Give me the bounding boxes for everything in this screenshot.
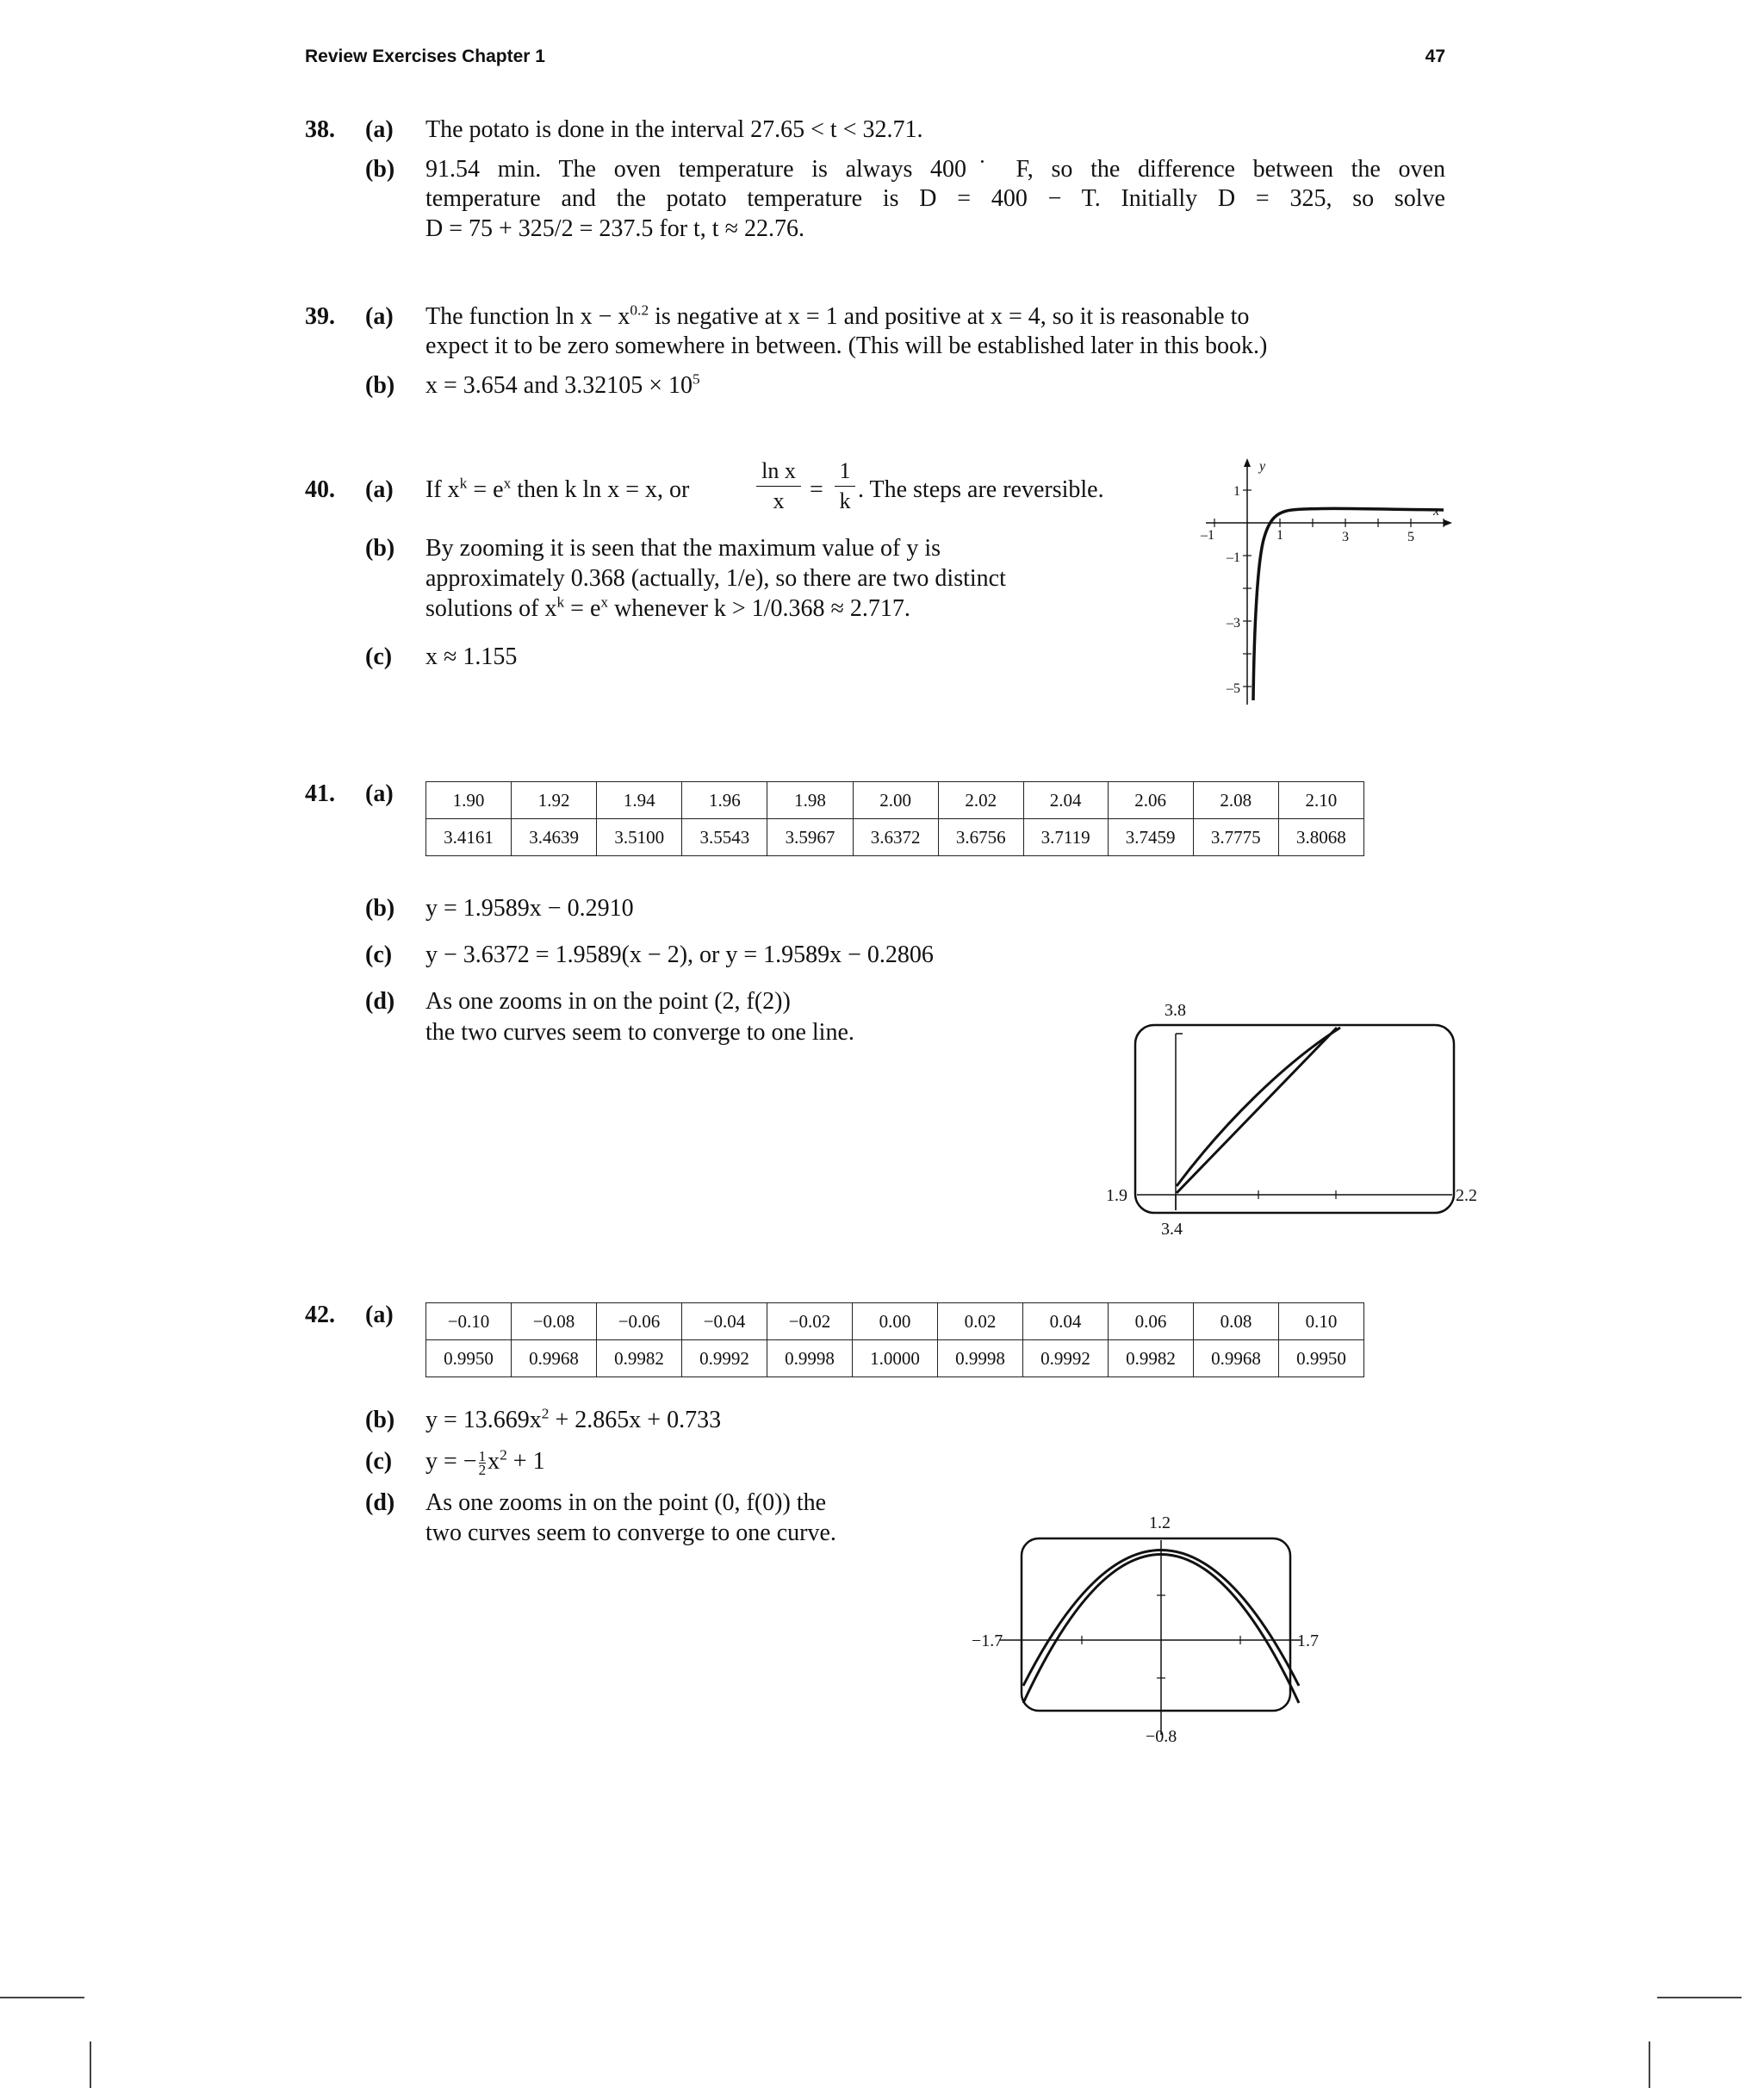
table-cell: −0.02 bbox=[767, 1303, 853, 1340]
problem-38a-text: The potato is done in the interval 27.65 < t < 32.71. bbox=[425, 116, 923, 143]
fraction-1-denominator: x bbox=[773, 488, 785, 513]
table-cell: 0.9998 bbox=[767, 1340, 853, 1377]
problem-41b-text: y = 1.9589x − 0.2910 bbox=[425, 895, 634, 922]
table-cell: 0.9992 bbox=[1023, 1340, 1109, 1377]
problem-40a-fraction-2 bbox=[832, 458, 858, 514]
problem-40-number: 40. bbox=[305, 476, 335, 503]
table-cell: 3.4639 bbox=[512, 819, 597, 856]
problem-41d-line-2: the two curves seem to converge to one line. bbox=[425, 1019, 854, 1046]
problem-40a-text-start: If $x^k = e^x$ then k ln x = x, or bbox=[425, 475, 690, 503]
table-cell: 0.00 bbox=[853, 1303, 938, 1340]
table-cell: 3.5967 bbox=[767, 819, 853, 856]
table-cell: 1.0000 bbox=[853, 1340, 938, 1377]
problem-42b-label: (b) bbox=[365, 1407, 395, 1433]
table-cell: −0.06 bbox=[597, 1303, 682, 1340]
crop-mark bbox=[1657, 1997, 1742, 1998]
problem-42c-label: (c) bbox=[365, 1448, 393, 1475]
problem-38b-line-3: D = 75 + 325/2 = 237.5 for t, t ≈ 22.76. bbox=[425, 215, 804, 242]
table-cell: 1.90 bbox=[426, 782, 512, 819]
page-number: 47 bbox=[1425, 47, 1445, 66]
table-cell: 0.10 bbox=[1279, 1303, 1364, 1340]
table-cell: 2.02 bbox=[938, 782, 1023, 819]
problem-42d-label: (d) bbox=[365, 1489, 395, 1516]
graph-xmax-label: 1.7 bbox=[1297, 1631, 1319, 1650]
problem-38b-line-1: 91.54 min. The oven temperature is always 400˙ F, so the difference between the oven bbox=[425, 156, 1445, 183]
problem-39b-text: x = 3.654 and $3.32105 \times 10^5$ bbox=[425, 370, 700, 399]
table-row-x bbox=[426, 782, 1364, 819]
graph-ymax-label: 3.8 bbox=[1165, 1001, 1186, 1020]
fraction-2-numerator: 1 bbox=[839, 458, 851, 483]
problem-40b-line-2: approximately 0.368 (actually, 1/e), so there are two distinct bbox=[425, 565, 1006, 592]
table-cell: 3.6372 bbox=[853, 819, 938, 856]
y-tick-label-neg1: –1 bbox=[1227, 550, 1240, 565]
problem-40-graph bbox=[1197, 455, 1456, 713]
problem-40a-text-end: . The steps are reversible. bbox=[858, 476, 1104, 503]
problem-41d-label: (d) bbox=[365, 988, 395, 1015]
problem-41d-line-1: As one zooms in on the point (2, f(2)) bbox=[425, 988, 791, 1015]
problem-41c-label: (c) bbox=[365, 941, 393, 968]
problem-39a-line-1-text: The function $\ln x - x^{0.2}$ is negative at x = 1 and positive at x = 4, so it is reasonable to bbox=[425, 301, 1250, 330]
problem-42b-text: $y = 13.669x^2 + 2.865x + 0.733$ bbox=[425, 1405, 722, 1433]
problem-41-table bbox=[425, 781, 1364, 856]
problem-40c-text: x ≈ 1.155 bbox=[425, 643, 518, 670]
table-cell: 3.7459 bbox=[1108, 819, 1193, 856]
half-fraction: $\frac{1}{2}$ bbox=[478, 1448, 487, 1479]
y-tick-label-neg5: –5 bbox=[1227, 681, 1240, 696]
graph-xmin-label: 1.9 bbox=[1106, 1186, 1127, 1205]
table-cell: 0.9982 bbox=[597, 1340, 682, 1377]
table-cell: 0.9998 bbox=[938, 1340, 1023, 1377]
graph-ymin-label: −0.8 bbox=[1146, 1727, 1177, 1746]
table-cell: 2.10 bbox=[1278, 782, 1363, 819]
table-row-y bbox=[426, 819, 1364, 856]
table-cell: 0.9982 bbox=[1109, 1340, 1194, 1377]
table-cell: 2.04 bbox=[1023, 782, 1108, 819]
problem-39a-line-1 bbox=[425, 302, 1445, 332]
problem-39a-label: (a) bbox=[365, 303, 394, 330]
problem-42a-label: (a) bbox=[365, 1302, 394, 1328]
problem-39-number: 39. bbox=[305, 303, 335, 330]
table-cell: 0.9992 bbox=[682, 1340, 767, 1377]
problem-42d-line-1: As one zooms in on the point (0, f(0)) the bbox=[425, 1489, 827, 1516]
graph-ymax-label: 1.2 bbox=[1149, 1513, 1171, 1532]
table-cell: 3.8068 bbox=[1278, 819, 1363, 856]
table-cell: 0.06 bbox=[1109, 1303, 1194, 1340]
problem-42d-line-2: two curves seem to converge to one curve. bbox=[425, 1519, 836, 1546]
x-tick-label-1: 1 bbox=[1276, 528, 1283, 543]
table-cell: 3.7119 bbox=[1023, 819, 1108, 856]
problem-41b-label: (b) bbox=[365, 895, 395, 922]
table-cell: 0.9968 bbox=[1194, 1340, 1279, 1377]
table-cell: −0.04 bbox=[682, 1303, 767, 1340]
table-cell: 3.5100 bbox=[597, 819, 682, 856]
table-cell: 3.4161 bbox=[426, 819, 512, 856]
problem-41a-label: (a) bbox=[365, 780, 394, 807]
table-cell: 2.08 bbox=[1193, 782, 1278, 819]
y-axis-arrow bbox=[1244, 458, 1251, 467]
table-cell: 3.6756 bbox=[938, 819, 1023, 856]
problem-40b-line-1: By zooming it is seen that the maximum value of y is bbox=[425, 535, 941, 562]
table-cell: 1.98 bbox=[767, 782, 853, 819]
problem-38a-label: (a) bbox=[365, 116, 394, 143]
table-cell: 0.02 bbox=[938, 1303, 1023, 1340]
x-axis-label: x bbox=[1433, 504, 1440, 519]
table-cell: 1.96 bbox=[682, 782, 767, 819]
problem-40a-label: (a) bbox=[365, 476, 394, 503]
problem-42c-text: y = − $\frac{1}{2}$ $x^2 + 1$ bbox=[425, 1446, 545, 1479]
fraction-1-numerator: ln x bbox=[761, 458, 796, 483]
problem-42-number: 42. bbox=[305, 1302, 335, 1328]
table-cell: 0.9950 bbox=[426, 1340, 512, 1377]
table-cell: −0.10 bbox=[426, 1303, 512, 1340]
problem-40a-equals: = bbox=[810, 476, 823, 503]
crop-mark bbox=[90, 2041, 91, 2088]
graph-ymin-label: 3.4 bbox=[1161, 1220, 1183, 1239]
x-tick-label-5: 5 bbox=[1407, 530, 1414, 544]
problem-38-number: 38. bbox=[305, 116, 335, 143]
graph-xmin-label: −1.7 bbox=[972, 1631, 1003, 1650]
problem-42-graph bbox=[973, 1509, 1352, 1750]
crop-mark bbox=[1649, 2041, 1650, 2088]
problem-41-graph bbox=[1094, 995, 1477, 1245]
table-row-x bbox=[426, 1303, 1364, 1340]
problem-41-number: 41. bbox=[305, 780, 335, 807]
table-cell: 3.7775 bbox=[1193, 819, 1278, 856]
problem-38b-line-2: temperature and the potato temperature is D = 400 − T. Initially D = 325, so solve bbox=[425, 185, 1445, 212]
x-axis-arrow bbox=[1444, 519, 1452, 526]
table-cell: 2.06 bbox=[1108, 782, 1193, 819]
graph-xmax-label: 2.2 bbox=[1456, 1186, 1477, 1205]
table-row-y bbox=[426, 1340, 1364, 1377]
problem-40a-fraction-1 bbox=[753, 458, 804, 514]
table-cell: 1.92 bbox=[512, 782, 597, 819]
table-cell: 1.94 bbox=[597, 782, 682, 819]
crop-mark bbox=[0, 1997, 84, 1998]
table-cell: −0.08 bbox=[512, 1303, 597, 1340]
tangent-line bbox=[1177, 1028, 1337, 1193]
table-cell: 2.00 bbox=[853, 782, 938, 819]
fraction-2-denominator: k bbox=[839, 488, 851, 513]
problem-40c-label: (c) bbox=[365, 643, 393, 670]
y-tick-label-1: 1 bbox=[1233, 484, 1240, 499]
y-tick-label-neg3: –3 bbox=[1227, 616, 1240, 631]
calculator-window-frame bbox=[1022, 1538, 1290, 1711]
problem-40b-line-3: solutions of $x^k = e^x$ whenever k > 1/0.368 ≈ 2.717. bbox=[425, 593, 910, 622]
fraction-1-bar bbox=[756, 486, 801, 487]
table-cell: 0.04 bbox=[1023, 1303, 1109, 1340]
table-cell: 0.9968 bbox=[512, 1340, 597, 1377]
running-header: Review Exercises Chapter 1 bbox=[305, 47, 545, 66]
problem-39a-line-2: expect it to be zero somewhere in between. (This will be established later in this book.) bbox=[425, 332, 1268, 359]
x-tick-label-neg1: –1 bbox=[1201, 528, 1214, 543]
problem-42-table bbox=[425, 1302, 1364, 1377]
x-tick-label-3: 3 bbox=[1342, 530, 1349, 544]
problem-38b-label: (b) bbox=[365, 156, 395, 183]
table-cell: 0.9950 bbox=[1279, 1340, 1364, 1377]
y-axis-label: y bbox=[1259, 459, 1266, 474]
problem-40b-label: (b) bbox=[365, 535, 395, 562]
table-cell: 3.5543 bbox=[682, 819, 767, 856]
fraction-2-bar bbox=[835, 486, 855, 487]
problem-41c-text: y − 3.6372 = 1.9589(x − 2), or y = 1.9589x − 0.2806 bbox=[425, 941, 934, 968]
table-cell: 0.08 bbox=[1194, 1303, 1279, 1340]
problem-39b-label: (b) bbox=[365, 372, 395, 399]
